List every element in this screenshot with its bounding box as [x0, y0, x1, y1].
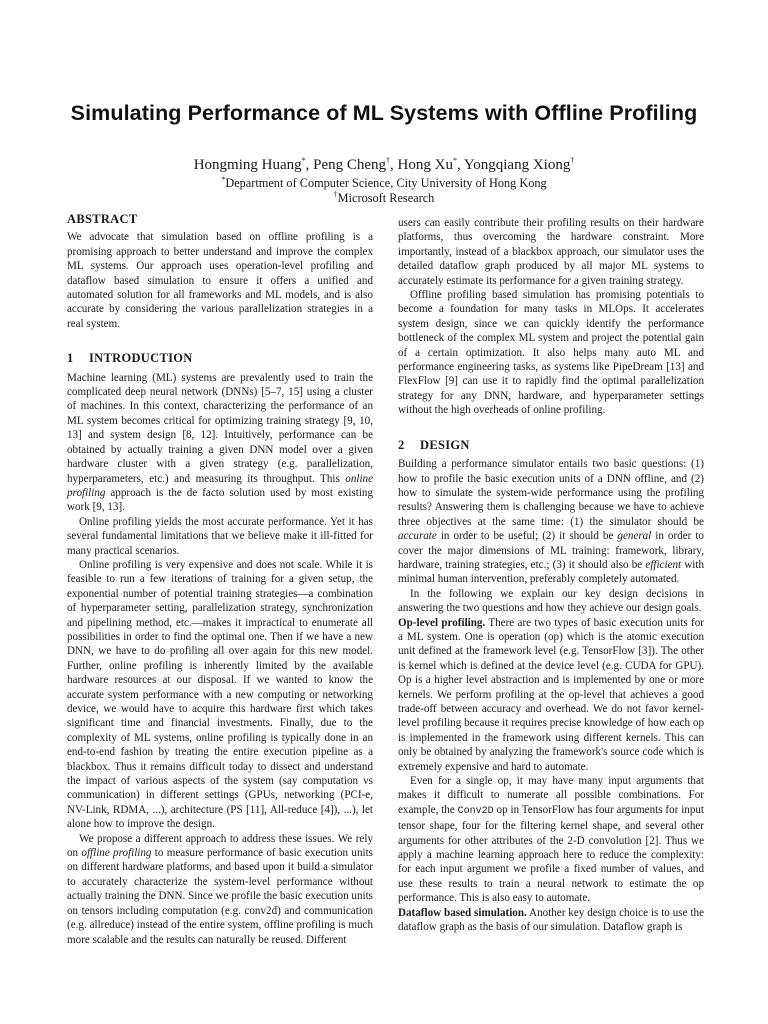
author-mark: * [301, 156, 306, 165]
text-run: Building a performance simulator entails two basic questions: (1) how to profile the basic execution units of a DNN offline, and (2) how to simulate the system-wide performance using the profiling results? Answering them is challenging because we have to achieve three objectives at the same time: (1) the simulator should be [398, 458, 704, 528]
author-mark: † [570, 156, 575, 165]
abstract-heading: ABSTRACT [67, 212, 138, 226]
intro-paragraph [67, 832, 373, 947]
author-name: Yongqiang Xiong [463, 157, 571, 173]
affiliation [40, 191, 728, 206]
emphasis: offline profiling [81, 847, 152, 860]
affiliation-mark: † [333, 189, 338, 199]
author-mark: * [452, 156, 457, 165]
author-name: Peng Cheng [313, 157, 387, 173]
emphasis: accurate [398, 530, 437, 543]
author-name: Hong Xu [397, 157, 453, 173]
section-number: 1 [67, 351, 74, 366]
paragraph-heading: Dataflow based simulation. [398, 906, 527, 919]
emphasis: efficient [645, 558, 682, 571]
paragraph-heading: Op-level profiling. [398, 616, 486, 629]
author-name: Hongming Huang [193, 157, 302, 173]
emphasis: online profiling [67, 472, 373, 499]
section-number: 2 [398, 437, 405, 452]
design-paragraph [398, 906, 704, 935]
paper-title: Simulating Performance of ML Systems with Offline Profiling [70, 101, 698, 125]
code-span: Conv2D [457, 805, 494, 817]
right-column [398, 216, 704, 935]
text-run: in order to cover the major dimensions of ML training: framework, library, hardware, training strategies, etc.; (3) it should also be [398, 530, 704, 571]
text-run: Another key design choice is to use the dataflow graph as the basis of our simulation. Dataflow graph is [398, 906, 704, 934]
section-heading-design [398, 438, 704, 452]
intro-paragraph: Online profiling yields the most accurate performance. Yet it has several fundamental limitations that we believe make it ill-fitted for many practical scenarios. [67, 515, 373, 557]
left-column [67, 212, 373, 947]
affiliation-text: Microsoft Research [337, 191, 435, 205]
text-run: We propose a different approach to address these issues. We rely on [67, 832, 373, 860]
text-run: Machine learning (ML) systems are prevalently used to train the complicated deep neural network (DNNs) [5–7, 15] using a cluster of machines. In this context, characterizing the performance of an ML system becomes critical for optimizing training strategy [9, 10, 13] and system design [8, 12]. Intuitively, performance can be obtained by actually training a given DNN model over a given hardware cluster with a given strategy (e.g. parallelization, hyperparameters, etc.) and measuring its throughput. This [67, 371, 373, 485]
text-run: Even for a single op, it may have many input arguments that makes it difficult to numerate all possible combinations. For example, the [398, 775, 704, 816]
section-heading-introduction [67, 351, 373, 365]
design-paragraph: In the following we explain our key design decisions in answering the two questions and how they achieve our design goals. [398, 587, 704, 615]
author-mark: † [386, 156, 391, 165]
abstract-text: We advocate that simulation based on offline profiling is a promising approach to better understand and improve the complex ML systems. Our approach uses operation-level profiling and dataflow based simulation to ensure it offers a unified and automated solution for all frameworks and ML models, and is also accurate by considering the various parallelization strategies in a real system. [67, 231, 373, 330]
affiliation-text: Department of Computer Science, City University of Hong Kong [225, 176, 547, 190]
design-paragraph [398, 774, 704, 906]
intro-paragraph: Offline profiling based simulation has promising potentials to become a foundation for many tasks in MLOps. It accelerates system design, since we can quickly identify the performance bottleneck of the complex ML system and project the potential gain of a certain optimization. It also helps many auto ML and performance engineering tasks, as systems like PipeDream [13] and FlexFlow [9] can use it to rapidly find the optimal parallelization strategy for any DNN, hardware, and hyperparameter settings without the high overheads of online profiling. [398, 289, 704, 417]
author-list: Hongming Huang*, Peng Cheng†, Hong Xu*, Yongqiang Xiong† [193, 156, 575, 173]
text-run: with minimal human intervention, preferably completely automated. [398, 558, 704, 586]
text-run: in order to be useful; (2) it should be [436, 530, 618, 543]
text-run: approach is the de facto solution used by most existing work [9, 13]. [67, 486, 373, 514]
text-run: op in TensorFlow has four arguments for input tensor shape, four for the filtering kernel shape, and several other arguments for other attributes of the 2-D convolution [2]. Thus we apply a machine learning approach here to reduce the complexity: for each input argument we profile a fixed number of values, and use these results to train a neural network to estimate the op performance. This is also easy to automate. [398, 803, 705, 905]
design-paragraph [398, 616, 704, 774]
intro-paragraph: Online profiling is very expensive and does not scale. While it is feasible to run a few iterations of training for a given setup, the exponential number of potential training strategies—a combination of hyperparameter setting, parallelization strategy, synchronization and pipelining method, etc.—makes it impractical to enumerate all possibilities in order to find the optimal one. Then if we have a new DNN, we have to do profiling all over again for this new model. Further, online profiling is inherently limited by the available hardware resources at our disposal. If we wanted to know the accurate system performance with a new computing or networking device, we would have to acquire this hardware first which takes significant time and financial investments. Finally, due to the complexity of ML systems, online profiling is typically done in an end-to-end fashion by treating the entire execution pipeline as a blackbox. Thus it remains difficult today to dissect and understand the impact of various aspects of the system (say computation vs communication) in different settings (GPUs, networking (PCI-e, NV-Link, RDMA, ...), architecture (PS [11], All-reduce [4]), ...), let alone how to improve the design. [67, 558, 373, 831]
affiliation [40, 176, 728, 191]
text-run: to measure performance of basic execution units on different hardware platforms, and based upon it build a simulator to accurately characterize the system-level performance without actually training the DNN. Since we profile the basic execution units on tensors including computation (e.g. conv2d) and communication (e.g. allreduce) instead of the entire system, offline profiling is much more scalable and the results can naturally be reused. Different [67, 847, 373, 946]
section-title: DESIGN [420, 437, 470, 452]
design-paragraph [398, 457, 704, 587]
emphasis: general [617, 530, 652, 543]
intro-paragraph [67, 371, 373, 515]
section-title: INTRODUCTION [89, 351, 193, 366]
intro-paragraph: users can easily contribute their profiling results on their hardware platforms, thus overcoming the hardware constraint. More importantly, instead of a blackbox approach, our simulator uses the detailed dataflow graph produced by all major ML systems to accurately estimate its performance for a given training strategy. [398, 217, 704, 287]
affiliation-mark: * [221, 174, 226, 184]
text-run: There are two types of basic execution units for a ML system. One is operation (op) which is the atomic execution unit defined at the framework level (e.g. TensorFlow [3]). The other is kernel which is defined at the device level (e.g. CUDA for GPU). Op is a higher level abstraction and is implemented by one or more kernels. We perform profiling at the op-level that achieves a good trade-off between accuracy and overhead. We do not favor kernel-level profiling because it requires precise knowledge of how each op is implemented in the framework using different kernels. This can only be obtained by analyzing the framework's source code which is extremely expensive and hard to automate. [398, 616, 704, 773]
